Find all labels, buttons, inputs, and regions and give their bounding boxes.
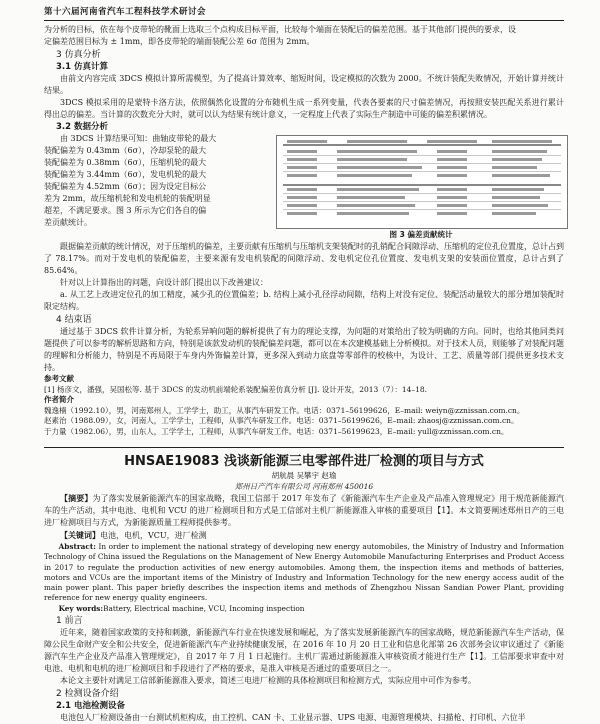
result-line-5: 装配偏差为 4.52mm（6σ）；因为设定目标公 (44, 182, 207, 191)
result-line-4: 装配偏差为 3.44mm（6σ），发电机轮的最大 (44, 170, 207, 179)
abstract-text: 为了落实发展新能源汽车的国家战略，我国工信部于 2017 年发布了《新能源汽车生产企业及产品准入管理规定》用于规范新能源汽车的生产活动，其中电池、电机和 VCU 的进厂检测项目和方式是工信部对主机厂新能源准入审核的重要项目【1】。本文简要阐述郑州日产的三电进厂检测项目与方式，为新能源质量工程师提供参考。 (44, 494, 564, 527)
figure-cell (492, 150, 547, 153)
figure-cell (287, 158, 317, 161)
figure-header-cell (287, 140, 327, 143)
running-header: 第十六届河南省汽车工程科技学术研讨会 (44, 6, 564, 21)
section-3-2-paragraph-4: a. 从工艺上改进定位孔的加工精度，减少孔的位置偏差；b. 结构上减小孔径浮动间隙，结构上对没有定位、装配活动量较大的部分增加装配时限定结构。 (44, 290, 564, 311)
figure-cell (437, 150, 467, 153)
figure-cell (492, 158, 542, 161)
figure-cell (337, 204, 415, 207)
en-keywords-text: Battery, Electrical machine, VCU, Incoming inspection (103, 603, 305, 613)
figure-cell (492, 166, 537, 169)
figure-header-rule (283, 144, 561, 146)
section-4-heading: 4 结束语 (56, 315, 92, 325)
figure-cell (287, 212, 317, 215)
abstract-label: 【摘要】 (60, 493, 93, 503)
figure-cell (437, 166, 467, 169)
figure-cell (287, 196, 317, 199)
results-with-figure (44, 133, 564, 241)
chinese-abstract (44, 492, 564, 542)
result-line-8: 差贡献统计。 (44, 218, 92, 227)
figure-cell (437, 204, 467, 207)
figure-cell (492, 196, 540, 199)
figure-cell (337, 166, 422, 169)
figure-row-rule (283, 155, 561, 156)
section-3-2-heading: 3.2 数据分析 (56, 122, 109, 132)
figure-cell (492, 188, 544, 191)
section-1-paragraph-2: 本论文主要针对满足工信部新能源准入要求，简述三电进厂检测的具体检测项目和检测方式，实际应用中可作为参考。 (60, 676, 476, 686)
result-line-2: 装配偏差为 0.43mm（6σ），冷却泵轮的最大 (44, 146, 207, 155)
section-3-2-paragraph-2: 跟据偏差贡献的统计情况，对于压缩机的偏差，主要贡献有压缩机与压缩机支架装配时的孔销配合间隙浮动、压缩机的定位孔位置度，总计占到了 78.17%。而对于发电机的装配偏差，主要来源有发电机装配的间隙浮动、发电机定位孔位置度、发电机支架的安装面位置度，总计占到了 85.64%。 (44, 242, 564, 275)
results-text (44, 133, 256, 229)
article-2-authors: 胡航晨 吴攀宇 赵瑜 (271, 471, 337, 480)
keywords-label: 【关键词】 (60, 530, 100, 540)
figure-cell (437, 188, 467, 191)
figure-row-rule (283, 163, 561, 164)
figure-cell (492, 174, 550, 177)
figure-3-table-image (276, 135, 568, 229)
references (44, 374, 564, 437)
author-bio-heading: 作者简介 (44, 395, 74, 404)
reference-1: [1] 杨彦文，潘强，吴国松等. 基于 3DCS 的发动机前端轮系装配偏差仿真分析 [J]. 设计开发，2013（7）：14–18. (44, 384, 428, 394)
result-line-1: 由 3DCS 计算结果可知：曲轴皮带轮的最大 (60, 134, 217, 143)
article-2-title: HNSAE19083 浅谈新能源三电零部件进厂检测的项目与方式 (44, 447, 564, 470)
intro-line-1: 为分析的目标，依在每个皮带轮的靴面上选取三个点构成目标平面，比较每个端面在装配后的偏差范围。基于其他部门提供的要求，设 (44, 25, 516, 34)
figure-cell (287, 204, 317, 207)
result-line-3: 装配偏差为 0.38mm（6σ），压缩机轮的最大 (44, 158, 207, 167)
intro-line-2: 定偏差范围目标为 ± 1mm，即各皮带轮的端面装配公差 6σ 范围为 2mm。 (44, 37, 315, 46)
section-3-2-paragraph-3: 针对以上计算指出的问题，向设计部门提出以下改善建议： (60, 278, 268, 287)
section-3-1-heading: 3.1 仿真计算 (56, 62, 109, 72)
section-1-heading: 1 前言 (56, 616, 83, 627)
figure-row-rule (283, 171, 561, 172)
figure-cell (287, 166, 317, 169)
section-2-heading: 2 检测设备介绍 (56, 689, 119, 700)
figure-cell (337, 150, 417, 153)
section-4-paragraph: 通过基于 3DCS 软件计算分析，为轮系异响问题的解析提供了有力的理论支撑，为问题的对策给出了较为明确的方向。同时，也给其他同类问题提供了可以参考的解析思路和方向，特别是该款发动机的装配偏差问题，都可以在本次建模基础上分析模拟。对于技术人员，则能够了对装配问题的理解和分析能力，特别是不再局限于车身内外饰偏差计算，更多深入到动力底盘等零部件的校核中，为设计、工艺、质量等部门提供更多技术支持。 (44, 327, 564, 372)
result-line-6: 差为 2mm，故压缩机轮和发电机轮的装配明显 (44, 194, 211, 203)
figure-cell (492, 212, 536, 215)
figure-header-cell (347, 140, 407, 143)
figure-cell (437, 212, 467, 215)
author-bio-3: 于力量（1982.06），男，山东人，工学学士，工程师，从事汽车研发工作。电话：0371–56199623，E–mail: yull@zznissan.com.cn。 (44, 426, 509, 436)
author-bio-2: 赵素治（1988.09），女，河南人，工学学士，工程师，从事汽车研发工作。电话：0371–56199626，E–mail: zhaosj@zznissan.com.cn。 (44, 416, 519, 425)
figure-header-rule (283, 184, 561, 186)
figure-cell (437, 196, 467, 199)
section-3-1-paragraph-1: 由前文内容完成 3DCS 模拟计算所需模型，为了提高计算效率、缩短时间，设定模拟的次数为 2000。不统计装配失败情况，开始计算并统计结果。 (44, 74, 564, 95)
article-2-affiliation: 郑州日产汽车有限公司 河南郑州 450016 (234, 482, 374, 491)
figure-header-cell (492, 140, 552, 143)
figure-3-caption: 图 3 偏差贡献统计 (389, 230, 453, 239)
figure-row-rule (283, 209, 561, 210)
figure-cell (337, 196, 405, 199)
section-2-1-heading: 2.1 电池检测设备 (56, 701, 126, 712)
section-3-heading: 3 仿真分析 (56, 50, 101, 60)
keywords-text: 电池，电机，VCU，进厂检测 (100, 531, 207, 540)
figure-cell (437, 174, 467, 177)
references-heading: 参考文献 (44, 374, 74, 383)
figure-cell (287, 188, 317, 191)
figure-row-rule (283, 193, 561, 194)
figure-cell (337, 158, 407, 161)
result-line-7: 超差，不满足要求。图 3 所示为它们各自的偏 (44, 206, 207, 215)
figure-cell (287, 174, 317, 177)
section-2-1-paragraph: 电池包人厂检测设备由一台测试机柜构成，由工控机、CAN 卡、工业显示器、UPS 电源、电源管理模块、扫描枪、打印机、六位半 (60, 713, 526, 723)
en-abstract-text: In order to implement the national strategy of developing new energy automobiles, the Ministry of Industry and Information Technology of China issued the Regulations on the Management of New Energy Automobile Manufacturing Enterprises and Product Access in 2017 to regulate the production activities of new energy automobiles. Among them, the inspection items and methods of batteries, motors and VCUs are the important items of the Ministry of Industry and Information Technology for the new energy access audit of the main power plant. This paper briefly describes the inspection items and methods of Zhengzhou Nissan Sandian Power Plant, providing reference for new energy quality engineers. (44, 542, 564, 603)
figure-cell (437, 158, 467, 161)
figure-cell (337, 174, 412, 177)
figure-cell (337, 188, 419, 191)
figure-header-cell (427, 140, 477, 143)
figure-cell (337, 212, 409, 215)
en-keywords-label: Key words: (58, 603, 104, 613)
section-1-paragraph-1: 近年来，随着国家政策的支持和刺激，新能源汽车行业在快速发展和崛起，为了落实发展新能源汽车的国家战略，规范新能源汽车生产活动，保障公民生命财产安全和公共安全，促进新能源汽车产业持续健康发展，在 2016 年 10 月 20 日工业和信息化部第 26 次部务会议审议通过了《新能源汽车生产企业及产品准入管理规定》，自 2017 年 7 月 1 日起施行。主机厂需通过新能源准入审核资质才能进行生产【1】。工信部要求审查中对电池、电机和电机的进厂检测项目和手段进行了严格的要求，是准入审核是否通过的重要项目之一。 (44, 628, 564, 674)
figure-row-rule (283, 201, 561, 202)
en-abstract-label: Abstract: (58, 542, 96, 551)
figure-cell (492, 204, 548, 207)
author-bio-1: 魏逸楠（1992.10），男，河南郑州人，工学学士，助工，从事汽车研发工作。电话：0371–56199626，E–mail: weiyn@zznissan.com.cn。 (44, 405, 525, 415)
page (44, 6, 564, 724)
figure-cell (287, 150, 317, 153)
section-3-1-paragraph-2: 3DCS 模拟采用的是蒙特卡洛方法，依照偶然化设置的分布随机生成一系列变量，代表各要素的尺寸偏差情况，再按照安装匹配关系进行累计得出总的偏差。当计算的次数充分大时，就可以认为结果有统计意义，一定程度上代表了实际生产制造中可能的偏差积累情况。 (44, 98, 564, 119)
english-abstract (44, 542, 564, 614)
